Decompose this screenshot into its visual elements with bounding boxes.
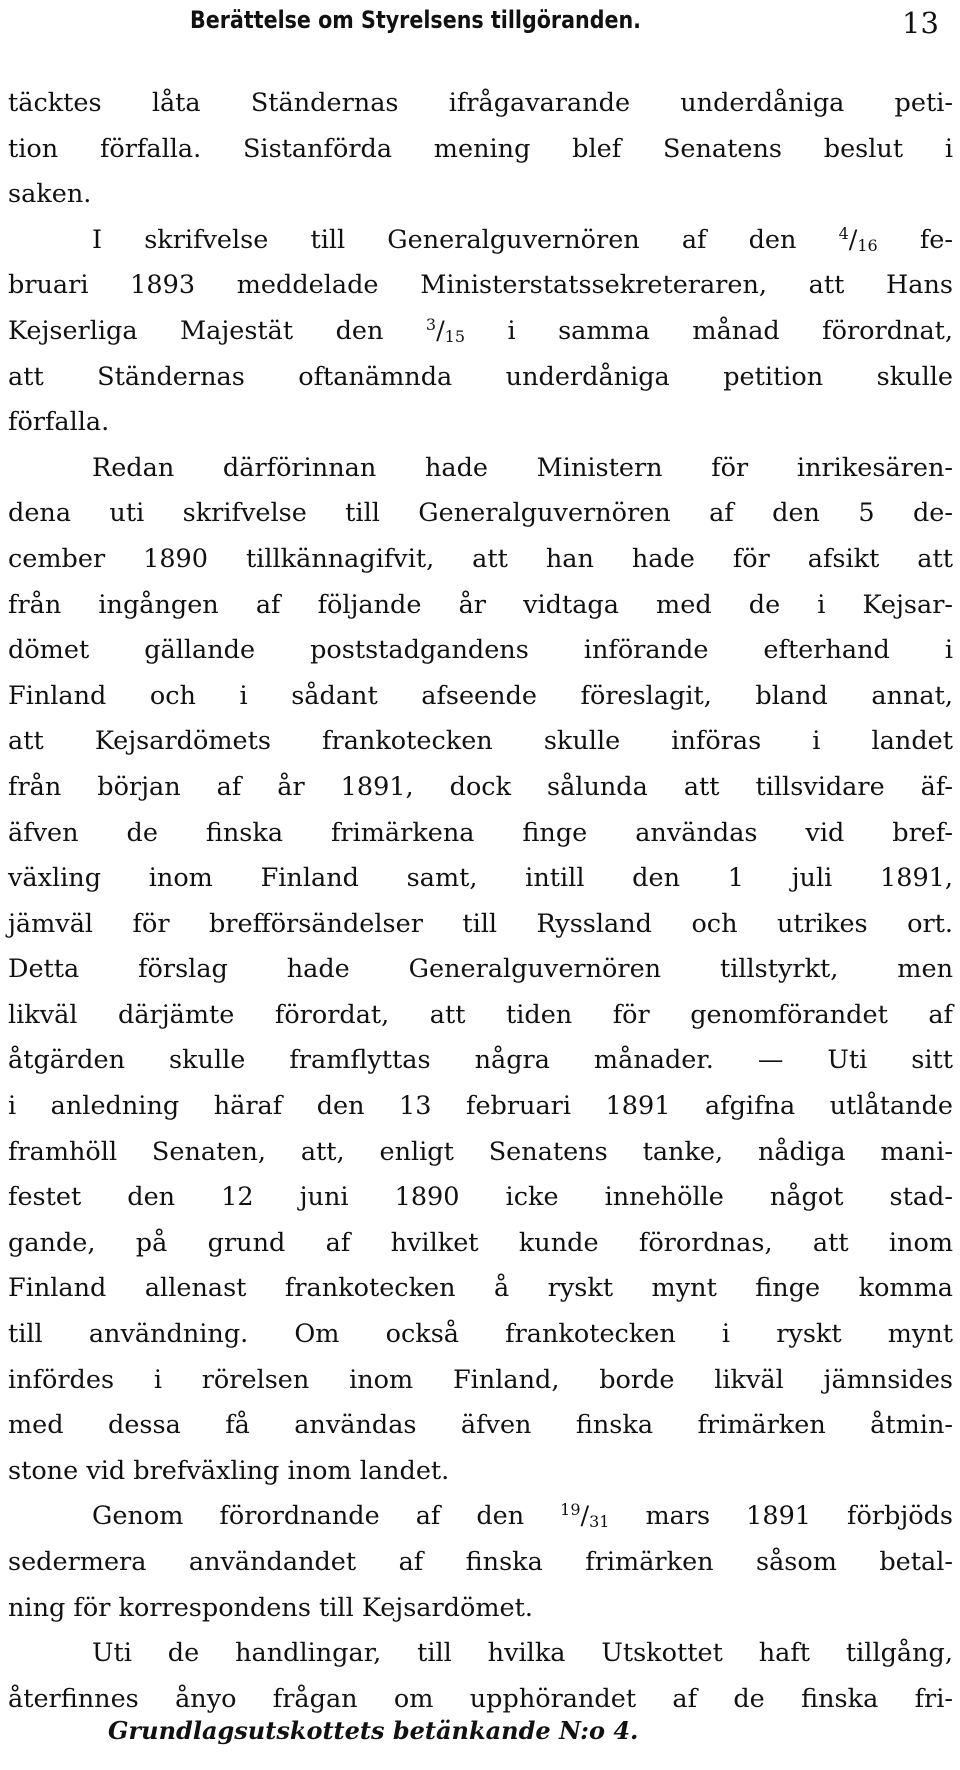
text-segment: / bbox=[848, 224, 858, 255]
text-line: äfven de finska frimärkena finge användas vid bref- bbox=[8, 817, 953, 848]
text-line: förfalla. bbox=[8, 407, 110, 438]
text-line bbox=[8, 218, 953, 264]
text-segment: / bbox=[580, 1501, 590, 1532]
date-fraction-denominator: 16 bbox=[857, 235, 878, 255]
text-line: med dessa få användas äfven finska frimärken åtmin- bbox=[8, 1410, 953, 1441]
text-line: Uti de handlingar, till hvilka Utskottet haft tillgång, bbox=[92, 1638, 953, 1669]
text-line: i anledning häraf den 13 februari 1891 afgifna utlåtande bbox=[8, 1091, 953, 1122]
body-text bbox=[8, 81, 953, 1722]
footer-signature: Grundlagsutskottets betänkande N:o 4. bbox=[108, 1716, 639, 1745]
text-line: saken. bbox=[8, 179, 92, 210]
text-line: att Kejsardömets frankotecken skulle införas i landet bbox=[8, 726, 953, 757]
date-fraction-denominator: 31 bbox=[589, 1512, 610, 1532]
text-line: infördes i rörelsen inom Finland, borde likväl jämnsides bbox=[8, 1364, 953, 1395]
text-line: cember 1890 tillkännagifvit, att han hade för afsikt att bbox=[8, 543, 953, 574]
text-segment: i samma månad förordnat, bbox=[465, 315, 953, 346]
text-line bbox=[8, 309, 953, 355]
text-segment: Kejserliga Majestät den bbox=[8, 315, 426, 346]
text-line: Redan därförinnan hade Ministern för inrikesären- bbox=[92, 452, 953, 483]
page-number: 13 bbox=[902, 6, 939, 40]
running-title: Berättelse om Styrelsens tillgöranden. bbox=[190, 6, 642, 34]
date-fraction-denominator: 15 bbox=[444, 327, 466, 347]
text-line: att Ständernas oftanämnda underdåniga petition skulle bbox=[8, 361, 953, 392]
text-line bbox=[8, 1494, 953, 1540]
running-header bbox=[0, 4, 960, 44]
text-line: växling inom Finland samt, intill den 1 juli 1891, bbox=[8, 863, 953, 894]
text-line: åtgärden skulle framflyttas några månader. — Uti sitt bbox=[8, 1045, 953, 1076]
text-segment: mars 1891 förbjöds bbox=[609, 1501, 953, 1532]
text-line: Finland och i sådant afseende föreslagit, bland annat, bbox=[8, 680, 953, 711]
text-line: dömet gällande poststadgandens införande efterhand i bbox=[8, 635, 953, 666]
text-line: dena uti skrifvelse till Generalguvernören af den 5 de- bbox=[8, 498, 953, 529]
text-line: sedermera användandet af finska frimärken såsom betal- bbox=[8, 1547, 953, 1577]
text-segment: Genom förordnande af den bbox=[92, 1501, 561, 1532]
text-line: jämväl för brefförsändelser till Ryssland och utrikes ort. bbox=[8, 908, 953, 939]
text-line: festet den 12 juni 1890 icke innehölle något stad- bbox=[8, 1182, 953, 1213]
text-line: framhöll Senaten, att, enligt Senatens tanke, nådiga mani- bbox=[8, 1136, 953, 1167]
text-line: från ingången af följande år vidtaga med de i Kejsar- bbox=[8, 589, 953, 620]
text-segment: / bbox=[436, 315, 445, 346]
date-fraction-numerator: 3 bbox=[425, 315, 437, 335]
text-line: återfinnes ånyo frågan om upphörandet af de finska fri- bbox=[8, 1683, 953, 1714]
text-segment: I skrifvelse till Generalguvernören af den bbox=[92, 224, 839, 255]
date-fraction-numerator: 19 bbox=[560, 1500, 581, 1520]
text-segment: fe- bbox=[877, 224, 953, 255]
text-line: ning för korrespondens till Kejsardömet. bbox=[8, 1592, 533, 1623]
text-line: Finland allenast frankotecken å ryskt mynt finge komma bbox=[8, 1273, 953, 1304]
text-line: täcktes låta Ständernas ifrågavarande underdåniga peti- bbox=[8, 88, 953, 118]
date-fraction-numerator: 4 bbox=[838, 223, 849, 243]
text-line: gande, på grund af hvilket kunde förordnas, att inom bbox=[8, 1227, 953, 1258]
text-line: till användning. Om också frankotecken i ryskt mynt bbox=[8, 1319, 953, 1350]
text-line: likväl därjämte förordat, att tiden för genomförandet af bbox=[8, 999, 953, 1030]
text-line: stone vid brefväxling inom landet. bbox=[8, 1455, 450, 1486]
text-line: från början af år 1891, dock sålunda att tillsvidare äf- bbox=[8, 771, 953, 802]
text-line: bruari 1893 meddelade Ministerstatssekreteraren, att Hans bbox=[8, 270, 953, 301]
text-line: Detta förslag hade Generalguvernören tillstyrkt, men bbox=[8, 954, 953, 985]
text-line: tion förfalla. Sistanförda mening blef Senatens beslut i bbox=[8, 133, 953, 164]
